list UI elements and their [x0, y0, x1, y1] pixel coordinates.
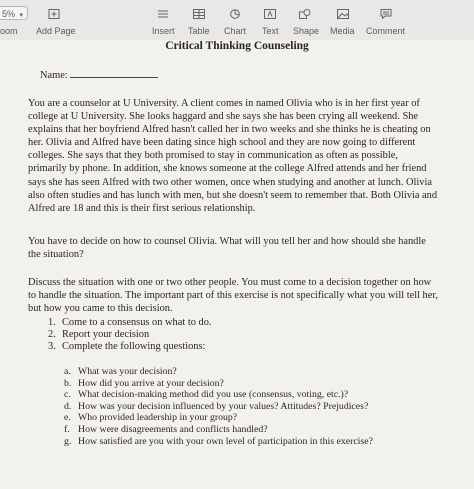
task-paragraph: You have to decide on how to counsel Olivia. What will you tell her and how should she handle the situation? — [28, 236, 426, 261]
questions-list — [64, 366, 373, 447]
instructions-paragraph: Discuss the situation with one or two other people. You must come to a decision together on how to handle the situation. The important part of this exercise is not specifically what you will tell her, but how you came to this decision. — [28, 277, 439, 315]
add-page-icon — [48, 9, 60, 19]
list-item: e. Who provided leadership in your group? — [64, 412, 238, 424]
insert-icon — [157, 9, 169, 19]
name-label: Name: — [40, 70, 68, 81]
page-title: Critical Thinking Counseling — [165, 40, 309, 52]
shape-icon — [299, 9, 311, 19]
media-label: Media — [330, 26, 355, 36]
toolbar — [0, 0, 474, 40]
zoom-dropdown[interactable] — [0, 6, 28, 20]
media-icon — [337, 9, 349, 19]
list-item: f. How were disagreements and conflicts handled? — [64, 423, 268, 435]
scenario-paragraph: You are a counselor at U University. A client comes in named Olivia who is in her first year of college at U University. She looks haggard and she says she has been crying all weekend. She explains that her boyfriend Alfred hasn't called her in two weeks and she thinks he is cheating on her. Olivia and Alfred have been dating since high school and they are now going to different colleges. She says that they both promised to stay in communication as often as possible, primarily by phone. In addition, she knows someone at the college Alfred attends and her friend says she has seen Alfred with two other women, once when studying and another at lunch. Olivia also often studies and has lunch with men, but she doesn't seem to remember that. Both Olivia and Alfred are 18 and this is their first serious relationship. — [28, 98, 438, 214]
list-item: d. How was your decision influenced by your values? Attitudes? Prejudices? — [64, 400, 369, 412]
shape-label: Shape — [293, 26, 320, 36]
add-page-label: Add Page — [36, 26, 76, 36]
list-item: a. What was your decision? — [64, 366, 177, 377]
chart-icon — [229, 9, 241, 19]
name-field — [40, 68, 158, 81]
list-item: g. How satisfied are you with your own level of participation in this exercise? — [64, 435, 373, 447]
insert-label: Insert — [152, 26, 175, 36]
table-icon — [193, 9, 205, 19]
list-item: b. How did you arrive at your decision? — [64, 377, 224, 389]
comment-icon — [380, 9, 392, 19]
comment-label: Comment — [366, 26, 406, 36]
chevron-down-icon: ▾ — [19, 12, 24, 19]
document-page[interactable] — [0, 40, 474, 489]
list-item: 2. Report your decision — [48, 329, 150, 341]
chart-label: Chart — [224, 26, 247, 36]
zoom-label: oom — [0, 26, 18, 36]
text-box-icon — [264, 9, 276, 19]
steps-list — [48, 317, 212, 354]
list-item: c. What decision-making method did you use (consensus, voting, etc.)? — [64, 389, 349, 401]
zoom-value: 5% — [2, 9, 16, 19]
table-label: Table — [188, 26, 210, 36]
text-label: Text — [262, 26, 279, 36]
name-blank-line — [70, 68, 158, 78]
list-item: 3. Complete the following questions: — [48, 341, 206, 353]
list-item: 1. Come to a consensus on what to do. — [48, 317, 212, 328]
